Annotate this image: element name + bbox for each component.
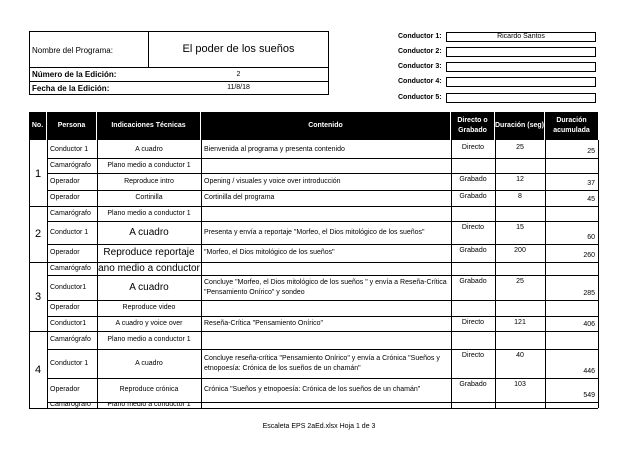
edition-label: Número de la Edición: (32, 70, 117, 79)
cell-persona: Camarógrafo (50, 209, 91, 217)
program-name-row (30, 32, 328, 68)
col-header-directo-grabado: Directo o Grabado (451, 112, 495, 140)
cell-cont: Crónica "Sueños y etnopoesía: Crónica de los sueños de un chamán" (204, 386, 421, 393)
cell-acc: 45 (587, 196, 595, 203)
cell-persona: Camarógrafo (50, 402, 91, 408)
cell-cont: Presenta y envía a reportaje "Morfeo, el Dios mitológico de los sueños" (204, 228, 425, 236)
cell-persona: Operador (50, 177, 80, 185)
cell-acc: 549 (583, 392, 595, 399)
table-row (29, 316, 598, 331)
cell-dur: 25 (516, 144, 524, 151)
cell-dg: Directo (461, 224, 485, 231)
cell-cont: Cortinilla del programa (204, 194, 275, 201)
cell-acc (545, 262, 598, 275)
cell-ind: A cuadro (129, 281, 169, 293)
cell-acc: 446 (583, 368, 595, 375)
cell-dur (495, 300, 545, 316)
cell-ind: Reproduce crónica (119, 386, 179, 393)
cell-persona: Conductor1 (50, 319, 87, 327)
edition-row (30, 68, 328, 82)
cell-dur: 25 (516, 278, 524, 285)
cell-dur (495, 158, 545, 173)
page-footer: Escaleta EPS 2aEd.xlsx Hoja 1 de 3 (262, 423, 376, 430)
col-header-duracion: Duración (seg) (495, 112, 545, 140)
cell-acc (545, 206, 598, 221)
block-number: 2 (34, 228, 42, 240)
conductor-1-label: Conductor 1: (398, 33, 442, 40)
cell-acc: 25 (587, 148, 595, 155)
cell-cont (201, 331, 451, 349)
conductor-2-field (446, 47, 596, 57)
grid-vline (598, 140, 599, 408)
cell-ind: Plano medio a conductor 1 (107, 209, 191, 217)
cell-dur: 8 (518, 193, 522, 200)
conductor-4-field (446, 77, 596, 87)
cell-dg (451, 300, 495, 316)
cell-dur (495, 331, 545, 349)
cell-dg: Directo (461, 319, 485, 326)
cell-ind: ano medio a conductor (98, 262, 200, 274)
cell-cont: Opening / visuales y voice over introducción (204, 177, 341, 185)
cell-persona: Camarógrafo (50, 264, 91, 272)
cell-cont: Bienvenida al programa y presenta contenido (204, 145, 345, 153)
cell-persona: Camarógrafo (50, 161, 91, 169)
cell-ind: Reproduce video (122, 304, 176, 311)
cell-dur: 121 (514, 319, 526, 326)
conductor-2-label: Conductor 2: (398, 48, 442, 55)
cell-dg: Directo (461, 352, 485, 359)
cell-dg (451, 206, 495, 221)
cell-dg: Grabado (459, 193, 487, 200)
cell-ind: Plano medio a conductor 1 (107, 161, 191, 169)
cell-acc: 60 (587, 234, 595, 241)
table-row (29, 221, 598, 244)
cell-persona: Camarógrafo (50, 336, 91, 343)
cell-dg: Directo (461, 144, 485, 151)
cell-acc (545, 158, 598, 173)
cell-cont: Reseña-Crítica "Pensamiento Onírico" (204, 319, 323, 327)
table-row (29, 262, 598, 275)
table-row (29, 190, 598, 206)
cell-dur: 40 (516, 352, 524, 359)
conductor-3-label: Conductor 3: (398, 63, 442, 70)
cell-persona: Conductor 1 (50, 145, 89, 153)
table-row (29, 300, 598, 316)
cell-cont (201, 206, 451, 221)
conductor-4-label: Conductor 4: (398, 78, 442, 85)
table-row (29, 141, 598, 158)
cell-acc: 37 (587, 180, 595, 187)
cell-persona: Operador (50, 386, 80, 393)
cell-persona: Operador (50, 304, 80, 311)
cell-ind: Plano medio a conductor 1 (107, 402, 191, 408)
cell-ind: Reproduce intro (124, 177, 174, 185)
date-row (30, 82, 328, 95)
table-row (29, 158, 598, 173)
block-number: 3 (34, 290, 42, 303)
cell-dg: Grabado (459, 176, 487, 183)
cell-acc: 406 (583, 321, 595, 328)
col-header-persona: Persona (47, 112, 97, 140)
cell-acc: 260 (583, 252, 595, 259)
conductor-1-field: Ricardo Santos (446, 32, 596, 42)
table-row (29, 378, 598, 402)
table-row (29, 206, 598, 221)
cell-persona: Conductor1 (50, 283, 87, 291)
cell-acc: 285 (583, 290, 595, 297)
cell-persona: Operador (50, 249, 80, 256)
cell-dg: Grabado (459, 278, 487, 285)
date-value: 11/8/18 (227, 84, 250, 91)
cell-cont (201, 158, 451, 173)
block-number: 1 (34, 167, 42, 180)
cell-ind: A cuadro y voice over (115, 319, 183, 327)
cell-dg (451, 262, 495, 275)
program-name-label: Nombre del Programa: (32, 46, 113, 55)
cell-dur (495, 206, 545, 221)
cell-ind: A cuadro (135, 145, 163, 153)
col-header-indicaciones: Indicaciones Técnicas (97, 112, 201, 140)
edition-value: 2 (236, 71, 241, 78)
conductor-3-field (446, 62, 596, 72)
table-row (29, 244, 598, 262)
conductor-5-field (446, 93, 596, 103)
cell-ind: Cortinilla (135, 194, 163, 201)
cell-ind: A cuadro (129, 226, 169, 238)
cell-dur: 12 (516, 176, 524, 183)
cell-cont: "Morfeo, el Dios mitológico de los sueños" (204, 249, 335, 256)
cell-persona: Conductor 1 (50, 359, 89, 367)
cell-dg (451, 331, 495, 349)
table-row (29, 331, 598, 349)
cell-dur: 15 (516, 224, 524, 231)
cell-cont (201, 300, 451, 316)
table-row (29, 349, 598, 378)
program-info-block (29, 31, 329, 95)
col-header-duracion-acumulada: Duración acumulada (545, 112, 598, 140)
cell-ind: Reproduce reportaje (103, 247, 195, 258)
col-header-no: No. (29, 112, 47, 140)
cell-dur (495, 262, 545, 275)
col-header-contenido: Contenido (201, 112, 451, 140)
program-name-value: El poder de los sueños (182, 43, 295, 55)
cell-dg (451, 158, 495, 173)
cell-dg: Grabado (459, 381, 487, 388)
cell-ind: Plano medio a conductor 1 (107, 336, 191, 343)
table-row (29, 173, 598, 190)
cell-persona: Conductor 1 (50, 228, 89, 236)
block-number: 4 (34, 363, 42, 376)
conductor-5-label: Conductor 5: (398, 94, 442, 101)
cell-acc (545, 331, 598, 349)
grid-hline (29, 408, 598, 409)
cell-ind: A cuadro (135, 359, 163, 367)
table-row (29, 275, 598, 300)
cell-dur: 200 (514, 247, 526, 254)
cell-dur: 103 (514, 381, 526, 388)
cell-cont: Concluye "Morfeo, el Dios mitológico de los sueños " y envía a Reseña-Crítica "Pensamiento Onírico" y sondeo (204, 278, 447, 296)
cell-persona: Operador (50, 194, 80, 201)
date-label: Fecha de la Edición: (32, 84, 110, 93)
cell-acc (545, 300, 598, 316)
rundown-table (29, 112, 598, 408)
cell-cont: Concluye reseña-crítica "Pensamiento Onírico" y envía a Crónica "Sueños y etnopoesía: Crónica de los sueños de un chamán" (204, 354, 440, 372)
cell-cont (201, 262, 451, 275)
cell-dg: Grabado (459, 247, 487, 254)
